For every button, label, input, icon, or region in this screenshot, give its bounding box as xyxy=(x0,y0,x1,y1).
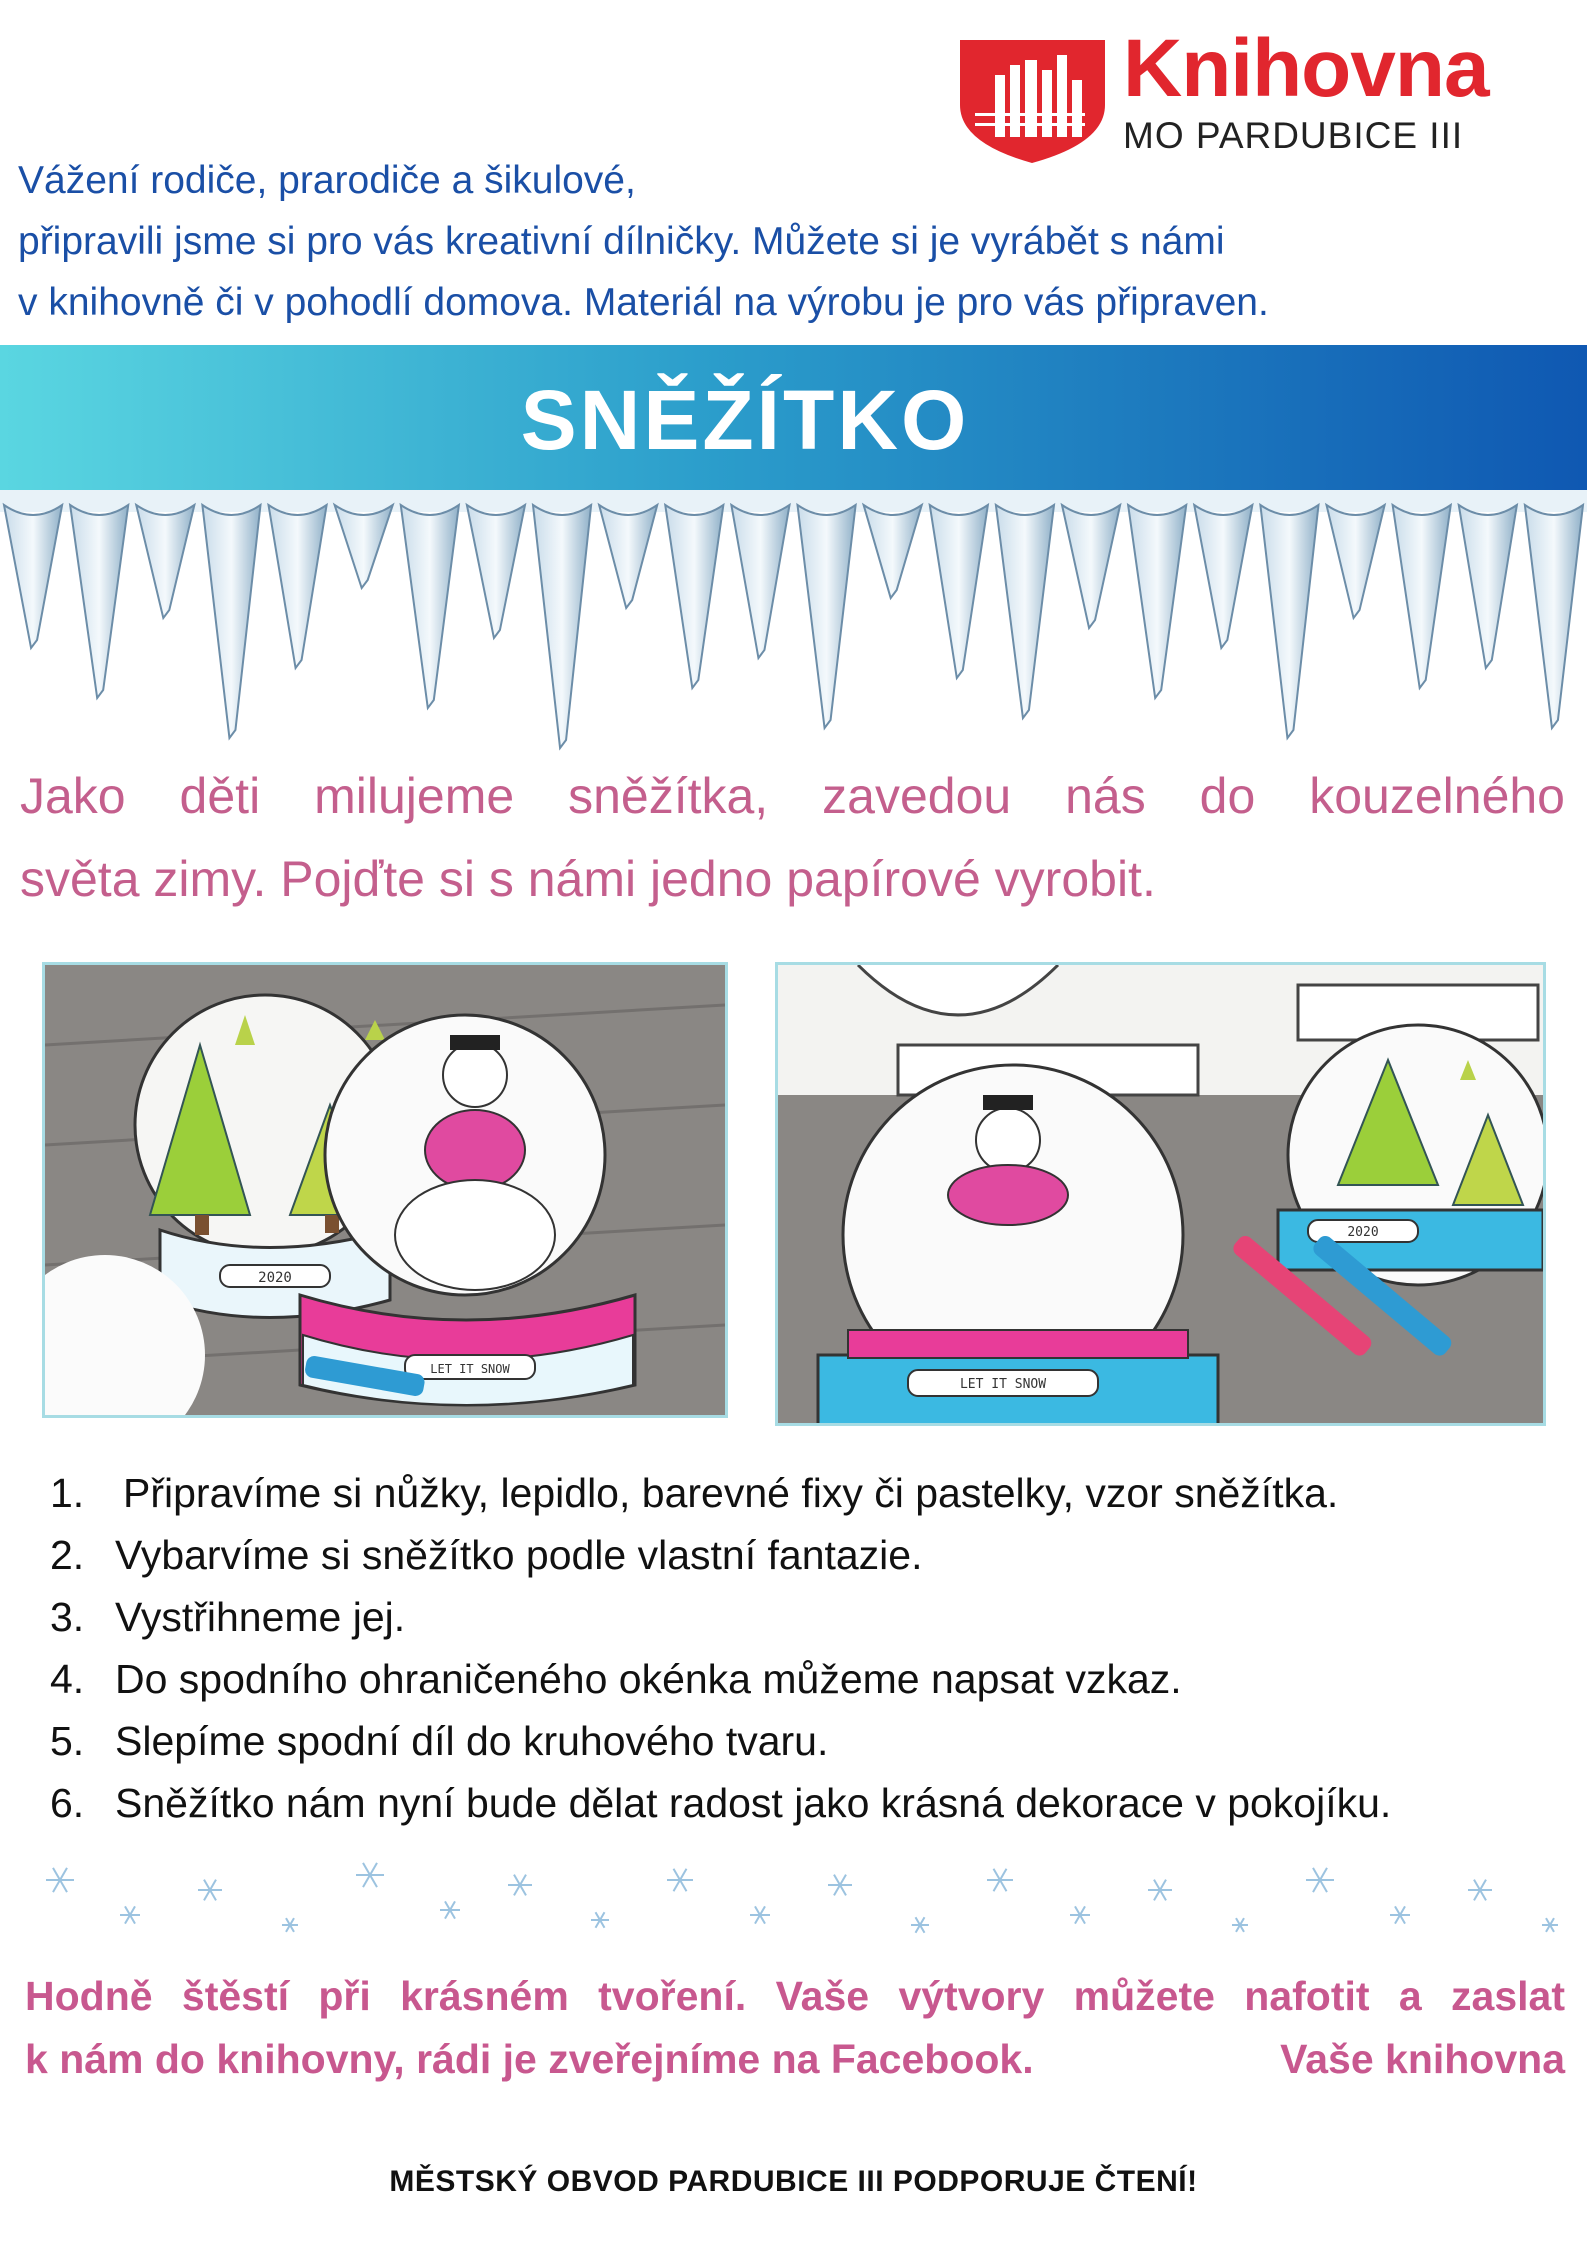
intro-line: připravili jsme si pro vás kreativní dílničky. Můžete si je vyrábět s námi xyxy=(18,220,1225,263)
step-text: Vybarvíme si sněžítko podle vlastní fantazie. xyxy=(115,1532,923,1578)
icicle xyxy=(798,505,856,728)
logo-shield-icon xyxy=(960,40,1105,163)
snow-globe-photo-2 xyxy=(775,962,1546,1426)
snowflake-icon xyxy=(911,1917,929,1933)
icicle xyxy=(864,505,922,598)
photo2-label-2020: 2020 xyxy=(1347,1225,1379,1240)
intro-text xyxy=(18,150,1558,333)
step-text: Připravíme si nůžky, lepidlo, barevné fixy či pastelky, vzor sněžítka. xyxy=(123,1470,1339,1516)
icicle xyxy=(401,505,459,708)
snowflake-icon xyxy=(1468,1880,1492,1901)
closing-line: Hodně štěstí při krásném tvoření. Vaše výtvory můžete nafotit a zaslat xyxy=(25,1973,1565,2019)
icicles-decoration xyxy=(0,490,1587,760)
closing-message xyxy=(25,1965,1565,2091)
snowflake-icon xyxy=(508,1875,532,1896)
page-title: SNĚŽÍTKO xyxy=(520,373,970,467)
snowflake-icon xyxy=(828,1875,852,1896)
list-item xyxy=(50,1710,1550,1772)
icicle xyxy=(1393,505,1451,688)
icicle xyxy=(1128,505,1186,698)
snowflakes-decoration xyxy=(0,1845,1587,1955)
list-item xyxy=(50,1524,1550,1586)
footer-slogan: MĚSTSKÝ OBVOD PARDUBICE III PODPORUJE ČTENÍ! xyxy=(389,2165,1198,2198)
icicle xyxy=(1459,505,1517,668)
photo1-label-2020: 2020 xyxy=(258,1270,292,1286)
instructions-list xyxy=(50,1462,1550,1834)
snowflake-icon xyxy=(987,1869,1013,1892)
icicle xyxy=(467,505,525,638)
snowflake-icon xyxy=(282,1918,298,1932)
list-item xyxy=(50,1462,1550,1524)
snowflake-icon xyxy=(667,1869,693,1892)
icicle xyxy=(335,505,393,588)
step-number: 2. xyxy=(50,1532,85,1578)
list-item xyxy=(50,1586,1550,1648)
lead-paragraph xyxy=(20,755,1565,921)
snowflake-icon xyxy=(198,1880,222,1901)
intro-line: v knihovně či v pohodlí domova. Materiál na výrobu je pro vás připraven. xyxy=(18,281,1269,324)
snowflake-icon xyxy=(750,1906,770,1923)
snowflake-icon xyxy=(591,1912,609,1928)
snowflake-icon xyxy=(1390,1906,1410,1923)
snowflake-icon xyxy=(1232,1918,1248,1932)
icicle xyxy=(665,505,723,688)
step-text: Slepíme spodní díl do kruhového tvaru. xyxy=(115,1718,829,1764)
snowflake-icon xyxy=(46,1868,74,1892)
snowflake-icon xyxy=(1306,1868,1334,1892)
photo1-label-snow: LET IT SNOW xyxy=(430,1362,510,1376)
icicle xyxy=(4,505,62,648)
closing-line-2 xyxy=(25,2028,1565,2091)
step-text: Sněžítko nám nyní bude dělat radost jako krásná dekorace v pokojíku. xyxy=(115,1780,1392,1826)
icicle xyxy=(1327,505,1385,618)
step-number: 5. xyxy=(50,1718,85,1764)
icicle xyxy=(996,505,1054,718)
icicle xyxy=(136,505,194,618)
icicle xyxy=(70,505,128,698)
signature: Vaše knihovna xyxy=(1280,2036,1565,2082)
icicle xyxy=(533,505,591,748)
icicle xyxy=(1062,505,1120,628)
list-item xyxy=(50,1772,1550,1834)
icicle xyxy=(1260,505,1318,738)
snowflake-icon xyxy=(356,1863,384,1887)
icicle xyxy=(1525,505,1583,728)
step-number: 4. xyxy=(50,1656,85,1702)
icicle xyxy=(930,505,988,678)
logo-subtitle: MO PARDUBICE III xyxy=(1123,115,1464,156)
logo-name: Knihovna xyxy=(1123,23,1489,114)
intro-line: Vážení rodiče, prarodiče a šikulové, xyxy=(18,159,636,202)
icicle xyxy=(269,505,327,668)
icicle xyxy=(731,505,789,658)
icicle xyxy=(1194,505,1252,648)
icicle xyxy=(599,505,657,608)
list-item xyxy=(50,1648,1550,1710)
snowflake-icon xyxy=(1542,1918,1558,1932)
lead-line: světa zimy. Pojďte si s námi jedno papírové vyrobit. xyxy=(20,851,1156,907)
snowflake-icon xyxy=(120,1906,140,1923)
snow-globe-photo-1 xyxy=(42,962,728,1418)
snowflake-icon xyxy=(1070,1906,1090,1923)
lead-line: Jako děti milujeme sněžítka, zavedou nás do kouzelného xyxy=(20,768,1565,824)
step-number: 6. xyxy=(50,1780,85,1826)
snowflake-icon xyxy=(1148,1880,1172,1901)
step-number: 1. xyxy=(50,1470,85,1516)
snowflake-icon xyxy=(440,1901,460,1918)
icicle xyxy=(202,505,260,738)
closing-text: k nám do knihovny, rádi je zveřejníme na Facebook. xyxy=(25,2036,1034,2082)
step-text: Do spodního ohraničeného okénka můžeme napsat vzkaz. xyxy=(115,1656,1182,1702)
step-text: Vystřihneme jej. xyxy=(115,1594,406,1640)
step-number: 3. xyxy=(50,1594,85,1640)
photo2-label-snow: LET IT SNOW xyxy=(959,1377,1047,1392)
